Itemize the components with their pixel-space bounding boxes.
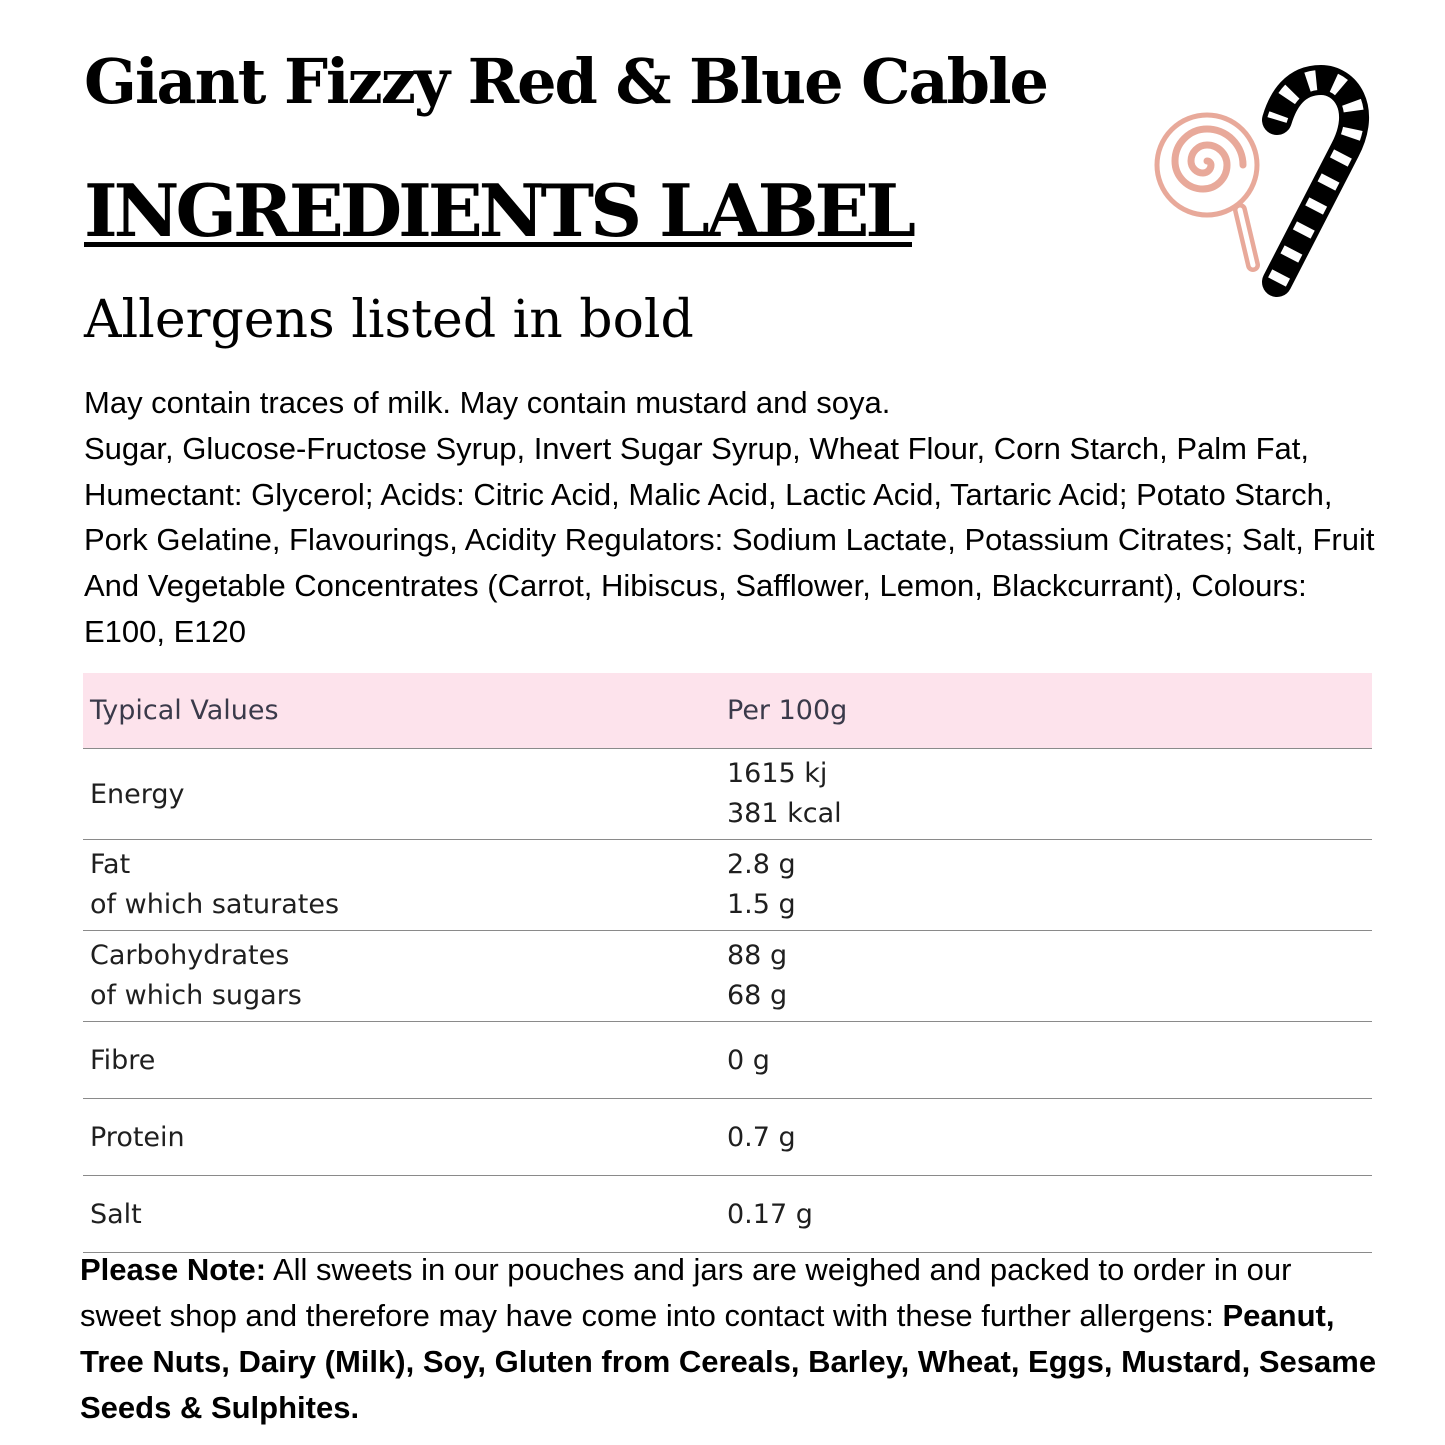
allergens-heading: Allergens listed in bold [84,290,694,350]
table-row [83,931,1372,1022]
per-100g-header: Per 100g [727,695,848,726]
nutrition-table [83,673,1372,1253]
lollipop-icon [1157,115,1257,265]
table-row [83,840,1372,931]
ingredients-list: Sugar, Glucose-Fructose Syrup, Invert Sugar Syrup, Wheat Flour, Corn Starch, Palm Fat, Humectant: Glycerol; Acids: Citric Acid, Malic Acid, Lactic Acid, Tartaric Acid; Potato Starch, Pork Gelatine, Flavourings, Acidity Regulators: Sodium Lactate, Potassium Citrates; Salt, Fruit And Vegetable Concentrates (Carrot, Hibiscus, Safflower, Lemon, Blackcurrant), Colours: E100, E120 [84,430,1375,649]
nutrient-subvalue: 68 g [727,980,788,1011]
further-allergens-list: Peanut, Tree Nuts, Dairy (Milk), Soy, Gluten from Cereals, Barley, Wheat, Eggs, Mustard, Sesame Seeds & Sulphites. [80,1298,1377,1425]
nutrient-value: 0.7 g [727,1121,796,1153]
note-text: All sweets in our pouches and jars are weighed and packed to order in our sweet shop and therefore may have come into contact with these further allergens: [80,1252,1292,1333]
nutrient-label: Carbohydrates [90,940,290,971]
nutrient-value: 2.8 g [727,849,796,880]
note-lead: Please Note: [80,1252,267,1287]
typical-values-header: Typical Values [90,695,279,726]
allergen-note [80,1247,1380,1431]
nutrient-label: Fat [90,849,131,880]
nutrient-subvalue: 381 kcal [727,798,842,829]
nutrient-label: Energy [90,778,185,810]
nutrient-label: Salt [90,1198,142,1230]
nutrient-subvalue: 1.5 g [727,889,796,920]
nutrient-label: Protein [90,1121,185,1153]
ingredients-section [84,380,1384,655]
table-row [83,749,1372,840]
nutrient-value: 0.17 g [727,1198,813,1230]
table-row [83,1022,1372,1099]
nutrient-sublabel: of which saturates [90,889,340,920]
nutrient-value: 0 g [727,1044,770,1076]
table-header-row [83,673,1372,749]
sweets-illustration [1145,50,1395,310]
table-row [83,1176,1372,1253]
nutrient-label: Fibre [90,1044,156,1076]
nutrient-value: 1615 kj [727,758,828,789]
nutrient-sublabel: of which sugars [90,980,302,1011]
ingredients-label-heading: INGREDIENTS LABEL [84,168,912,253]
nutrient-value: 88 g [727,940,788,971]
product-title: Giant Fizzy Red & Blue Cable [84,45,1047,118]
candy-cane-icon [1277,80,1354,282]
may-contain-warning: May contain traces of milk. May contain mustard and soya. [84,385,891,420]
table-row [83,1099,1372,1176]
